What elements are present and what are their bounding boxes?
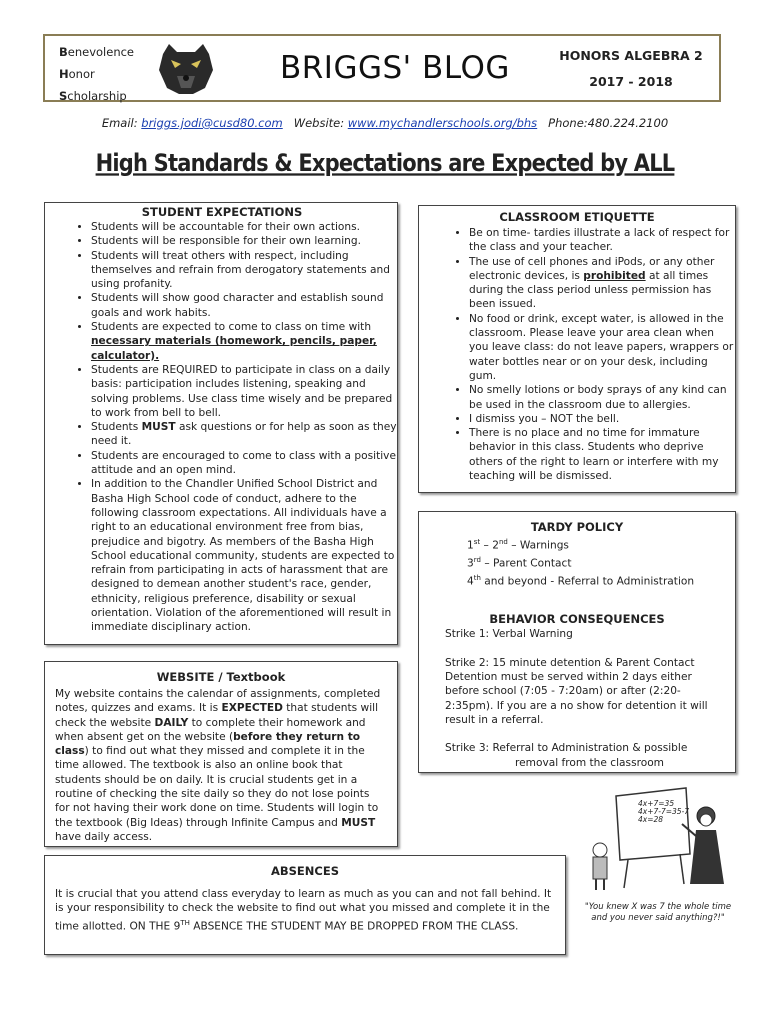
equation: 4x+7=35 [638, 799, 675, 808]
chalkboard-equations [638, 800, 689, 824]
strike-2: Strike 2: 15 minute detention & Parent Contact Detention must be served within 2 days either before school (7:05 - 7:20am) or after (2:20-2:35pm). If you are a no show for detention it will result in a referral. [445, 656, 708, 726]
ordinal-suffix: rd [473, 555, 481, 564]
list-item [469, 255, 735, 312]
list-item: • Students are REQUIRED to participate in class on a daily basis: participation includes listening, speaking and solving problems. Use class time wisely and be prepared to work from bell to bell. [91, 363, 397, 420]
must-text: MUST [341, 816, 376, 829]
list-item [91, 420, 397, 449]
paragraph-text: It is crucial that you attend class everyday to learn as much as you can and not fall behind. It is your responsibility to check the website to find out what you missed and complete it in the time allotted. ON THE 9 [55, 888, 552, 933]
classroom-etiquette-heading: CLASSROOM ETIQUETTE [499, 210, 655, 224]
list-item: • There is no place and no time for immature behavior in this class. Students who deprive others of the right to learn or interfere with my teaching will be dismissed. [469, 426, 735, 483]
strike-3-continued: removal from the classroom [515, 756, 664, 769]
must-text: MUST [141, 421, 176, 434]
email-link[interactable]: briggs.jodi@cusd80.com [141, 116, 283, 130]
tardy-line [419, 553, 735, 571]
tardy-num: – 2 [480, 539, 499, 552]
contact-line [0, 116, 770, 130]
before-text: before they return to class [55, 730, 361, 758]
absences-paragraph [45, 878, 565, 933]
item-text: The use of cell phones and iPods, or any other electronic devices, is [469, 255, 715, 282]
website-textbook-box [44, 661, 398, 847]
expected-text: EXPECTED [221, 702, 283, 715]
tardy-behavior-box [418, 511, 736, 773]
list-item: • Students will be responsible for their own learning. [91, 234, 397, 248]
classroom-etiquette-box [418, 205, 736, 493]
bhs-line-benevolence [59, 42, 134, 63]
list-item [91, 320, 397, 363]
ordinal-suffix: th [473, 573, 481, 582]
tardy-text: – Parent Contact [480, 557, 572, 570]
tardy-text: and beyond - Referral to Administration [480, 575, 695, 588]
initial: B [59, 45, 68, 59]
page-title: High Standards & Expectations are Expected by ALL [95, 149, 675, 177]
list-item: • No food or drink, except water, is allowed in the classroom. Please leave your area clean when you leave class: do not leave papers, wrappers or water bottles near or on your desk, including gum. [469, 312, 735, 383]
list-item: • Students will be accountable for their own actions. [91, 220, 397, 234]
course-name: HONORS ALGEBRA 2 [559, 48, 703, 63]
strike-3: Strike 3: Referral to Administration & possible [445, 742, 688, 755]
paragraph-text: ABSENCE THE STUDENT MAY BE DROPPED FROM THE CLASS. [189, 920, 519, 933]
word-rest: enevolence [67, 45, 135, 59]
tardy-num: 1 [467, 539, 474, 552]
tardy-line [419, 571, 735, 589]
tardy-num: 4 [467, 575, 474, 588]
strike-1: Strike 1: Verbal Warning [445, 628, 573, 641]
equation: 4x+7-7=35-7 [638, 807, 690, 816]
tardy-num: 3 [467, 557, 474, 570]
list-item: • Students are encouraged to come to class with a positive attitude and an open mind. [91, 449, 397, 478]
student-expectations-box [44, 202, 398, 645]
email-label: Email: [101, 116, 142, 130]
materials-text: necessary materials (homework, pencils, paper, calculator). [91, 335, 377, 362]
paragraph-text: My website contains the calendar of assignments, completed notes, quizzes and exams. It is [55, 688, 381, 715]
item-text: Students are expected to come to class on time with [91, 321, 372, 334]
paragraph-text: ) to find out what they missed and complete it in the time allowed. The textbook is also an online book that students should be on daily. It is crucial students get in a routine of checking the site daily so they do not lose points for not having their work done on time. Students will login to the textbook (Big Ideas) through Infinite Campus and [55, 745, 379, 829]
math-cartoon [578, 784, 738, 934]
absences-heading: ABSENCES [270, 864, 339, 878]
item-text: at all times during the class period unless permission has been issued. [469, 269, 712, 311]
ordinal-suffix: TH [180, 918, 190, 927]
bhs-line-honor [59, 64, 95, 85]
list-item: • Students will show good character and establish sound goals and work habits. [91, 291, 397, 320]
ordinal-suffix: nd [498, 538, 508, 546]
item-text: ask questions or for help as soon as they need it. [91, 421, 397, 448]
initial: H [59, 67, 69, 81]
website-paragraph [45, 684, 397, 844]
paragraph-text: that students will check the website [55, 702, 379, 729]
website-textbook-heading: WEBSITE / Textbook [156, 670, 286, 684]
behavior-consequences-heading: BEHAVIOR CONSEQUENCES [489, 612, 665, 627]
tardy-line [419, 535, 735, 553]
school-year: 2017 - 2018 [589, 74, 673, 89]
student-expectations-heading: STUDENT EXPECTATIONS [141, 205, 303, 219]
phone-number: Phone:480.224.2100 [548, 116, 669, 130]
daily-text: DAILY [154, 716, 189, 729]
prohibited-text: prohibited [583, 269, 646, 282]
word-rest: onor [68, 67, 95, 81]
paragraph-text: to complete their homework and when absent get on the website ( [55, 716, 366, 743]
list-item: • I dismiss you – NOT the bell. [469, 412, 735, 426]
absences-box [44, 855, 566, 955]
bear-mascot-logo [157, 42, 215, 96]
list-item: • No smelly lotions or body sprays of any kind can be used in the classroom due to allergies. [469, 383, 735, 412]
paragraph-text: have daily access. [55, 830, 153, 843]
cartoon-caption: "You knew X was 7 the whole time and you never said anything?!" [584, 902, 732, 923]
blog-header [43, 34, 721, 102]
ordinal-suffix: st [473, 538, 481, 546]
equation: 4x=28 [638, 815, 664, 824]
tardy-policy-heading: TARDY POLICY [530, 520, 624, 534]
blog-title: BRIGGS' BLOG [280, 50, 510, 86]
list-item: • Be on time- tardies illustrate a lack of respect for the class and your teacher. [469, 226, 735, 255]
tardy-text: – Warnings [507, 539, 569, 552]
list-item: • In addition to the Chandler Unified School District and Basha High School code of conduct, adhere to the following classroom expectations. All individuals have a right to an educational environment free from bias, prejudice and bigotry. As members of the Basha High School educational community, students are expected to refrain from participating in acts of harassment that are designed to demean another student's race, gender, ethnicity, religious preference, disability or sexual orientation. Violation of the aforementioned will result in immediate disciplinary action. [91, 477, 397, 634]
item-text: Students [91, 421, 139, 434]
word-rest: cholarship [67, 89, 127, 103]
website-link[interactable]: www.mychandlerschools.org/bhs [347, 116, 538, 130]
initial: S [59, 89, 68, 103]
bhs-line-scholarship [59, 86, 127, 107]
website-label: Website: [293, 116, 348, 130]
list-item: • Students will treat others with respect, including themselves and refrain from derogatory statements and using profanity. [91, 249, 397, 292]
